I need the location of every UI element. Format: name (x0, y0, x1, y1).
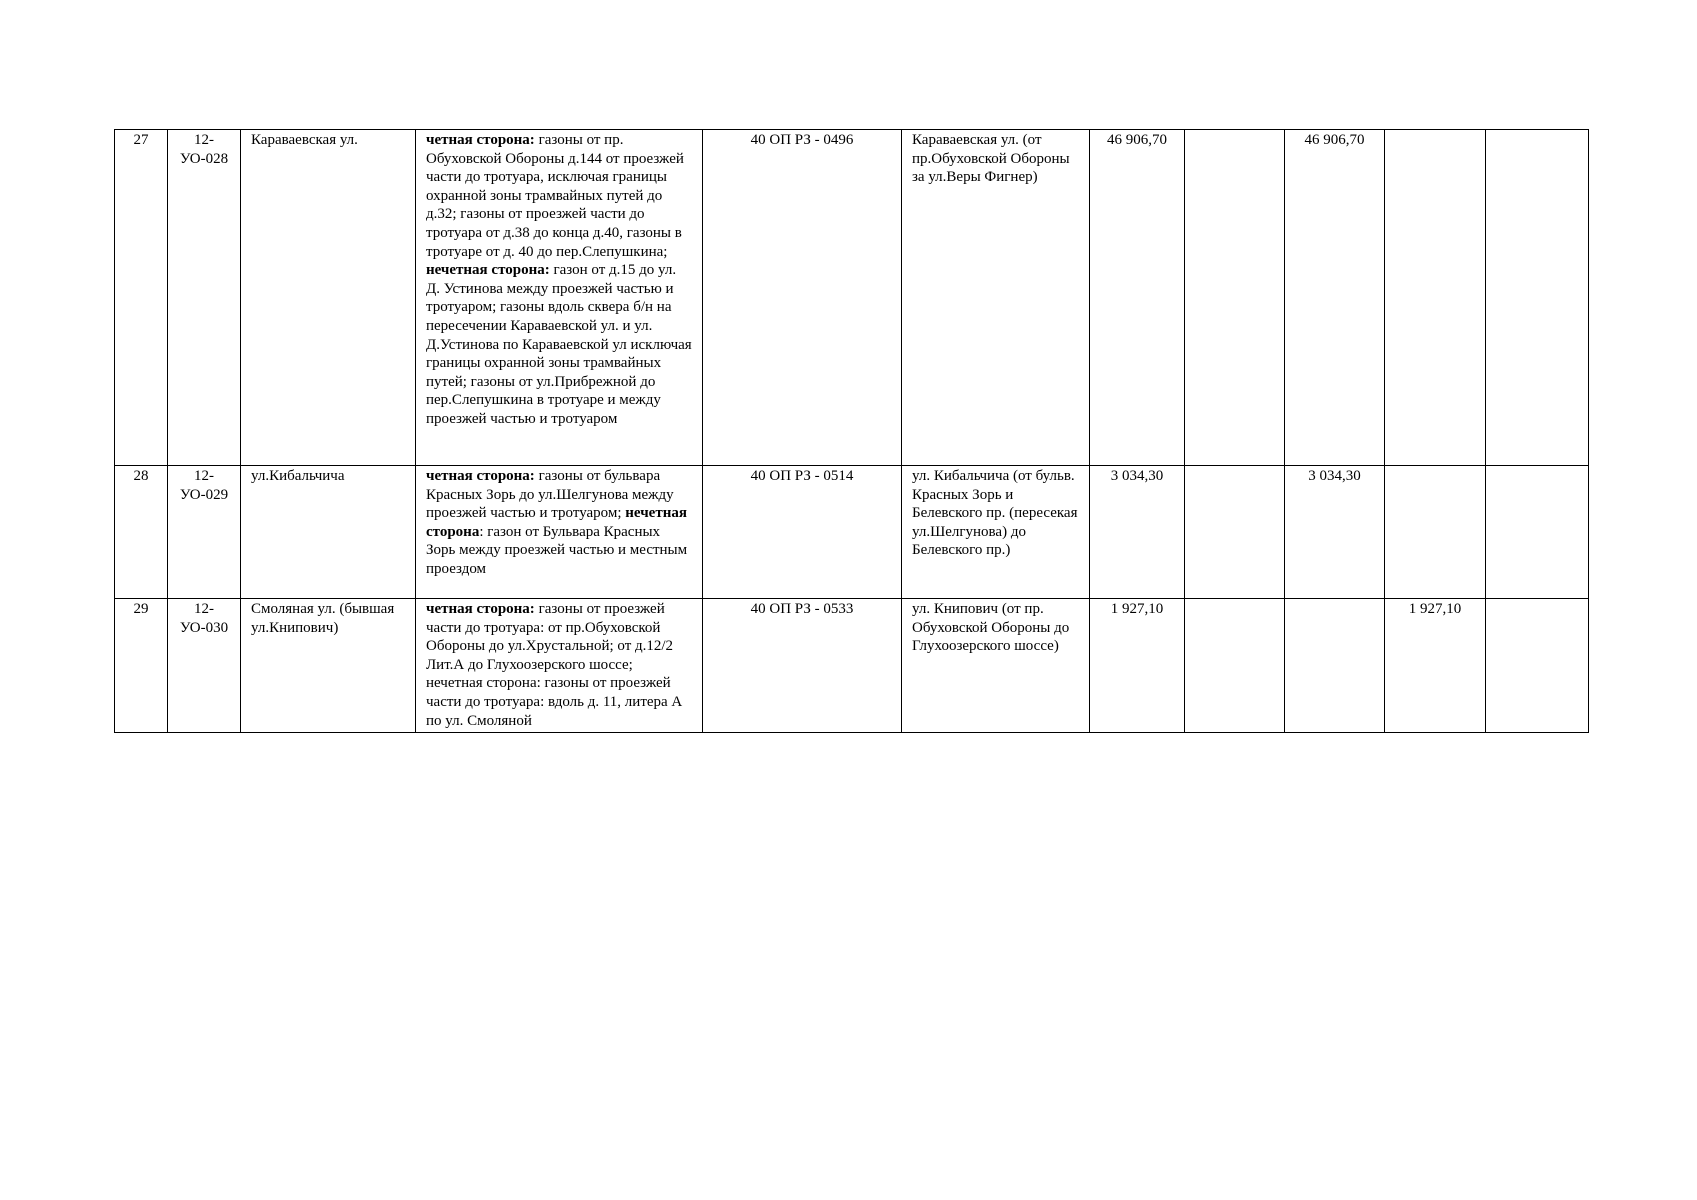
row-number: 29 (115, 599, 168, 733)
road-boundary: ул. Кибальчича (от бульв. Красных Зорь и Белевского пр. (пересекая ул.Шелгунова) до Белевского пр.) (902, 466, 1090, 599)
area-column-2 (1185, 130, 1285, 466)
area-column-2 (1185, 466, 1285, 599)
area-column-4 (1385, 466, 1486, 599)
area-column-5 (1486, 466, 1589, 599)
street-name: Смоляная ул. (бывшая ул.Книпович) (241, 599, 416, 733)
area-total: 46 906,70 (1090, 130, 1185, 466)
area-column-4 (1385, 130, 1486, 466)
road-id: 40 ОП РЗ - 0514 (703, 466, 902, 599)
road-boundary: ул. Книпович (от пр. Обуховской Обороны до Глухоозерского шоссе) (902, 599, 1090, 733)
description-part: газоны от бульвара Красных Зорь до ул.Шелгунова между проезжей частью и тротуаром; (426, 468, 674, 522)
object-code: 12-УО-030 (168, 599, 241, 733)
street-name: Караваевская ул. (241, 130, 416, 466)
area-column-2 (1185, 599, 1285, 733)
street-name: ул.Кибальчича (241, 466, 416, 599)
area-total: 1 927,10 (1090, 599, 1185, 733)
area-column-3: 46 906,70 (1285, 130, 1385, 466)
registry-table (114, 129, 1589, 733)
description-part: четная сторона: (426, 132, 535, 148)
area-column-3 (1285, 599, 1385, 733)
object-code: 12-УО-029 (168, 466, 241, 599)
description-part: газоны от проезжей части до тротуара: от пр.Обуховской Обороны до ул.Хрустальной; от д.12/2 Лит.А до Глухоозерского шоссе; нечетная сторона: газоны от проезжей части до тротуара: вдоль д. 11, литера А по ул. Смоляной (426, 601, 683, 729)
object-code: 12-УО-028 (168, 130, 241, 466)
lawn-description (416, 466, 703, 599)
table-row (115, 130, 1589, 466)
area-column-5 (1486, 130, 1589, 466)
description-part: : газон от Бульвара Красных Зорь между проезжей частью и местным проездом (426, 523, 688, 577)
table-row (115, 599, 1589, 733)
road-id: 40 ОП РЗ - 0496 (703, 130, 902, 466)
road-id: 40 ОП РЗ - 0533 (703, 599, 902, 733)
description-part: газон от д.15 до ул. Д. Устинова между проезжей частью и тротуаром; газоны вдоль сквера б/н на пересечении Караваевской ул. и ул. Д.Устинова по Караваевской ул исключая границы охранной зоны трамвайных путей; газоны от ул.Прибрежной до пер.Слепушкина в тротуаре и между проезжей частью и тротуаром (426, 262, 692, 427)
lawn-description (416, 599, 703, 733)
row-number: 27 (115, 130, 168, 466)
road-boundary: Караваевская ул. (от пр.Обуховской Обороны за ул.Веры Фигнер) (902, 130, 1090, 466)
row-number: 28 (115, 466, 168, 599)
description-part: газоны от пр. Обуховской Обороны д.144 от проезжей части до тротуара, исключая границы охранной зоны трамвайных путей до д.32; газоны от проезжей части до тротуара от д.38 до конца д.40, газоны в тротуаре от д. 40 до пер.Слепушкина; (426, 132, 684, 260)
table-row (115, 466, 1589, 599)
lawn-description (416, 130, 703, 466)
description-part: четная сторона: (426, 601, 535, 617)
description-part: нечетная сторона: (426, 262, 550, 279)
area-total: 3 034,30 (1090, 466, 1185, 599)
area-column-3: 3 034,30 (1285, 466, 1385, 599)
description-part: нечетная сторона (426, 505, 687, 540)
description-part: четная сторона: (426, 468, 535, 484)
area-column-5 (1486, 599, 1589, 733)
area-column-4: 1 927,10 (1385, 599, 1486, 733)
